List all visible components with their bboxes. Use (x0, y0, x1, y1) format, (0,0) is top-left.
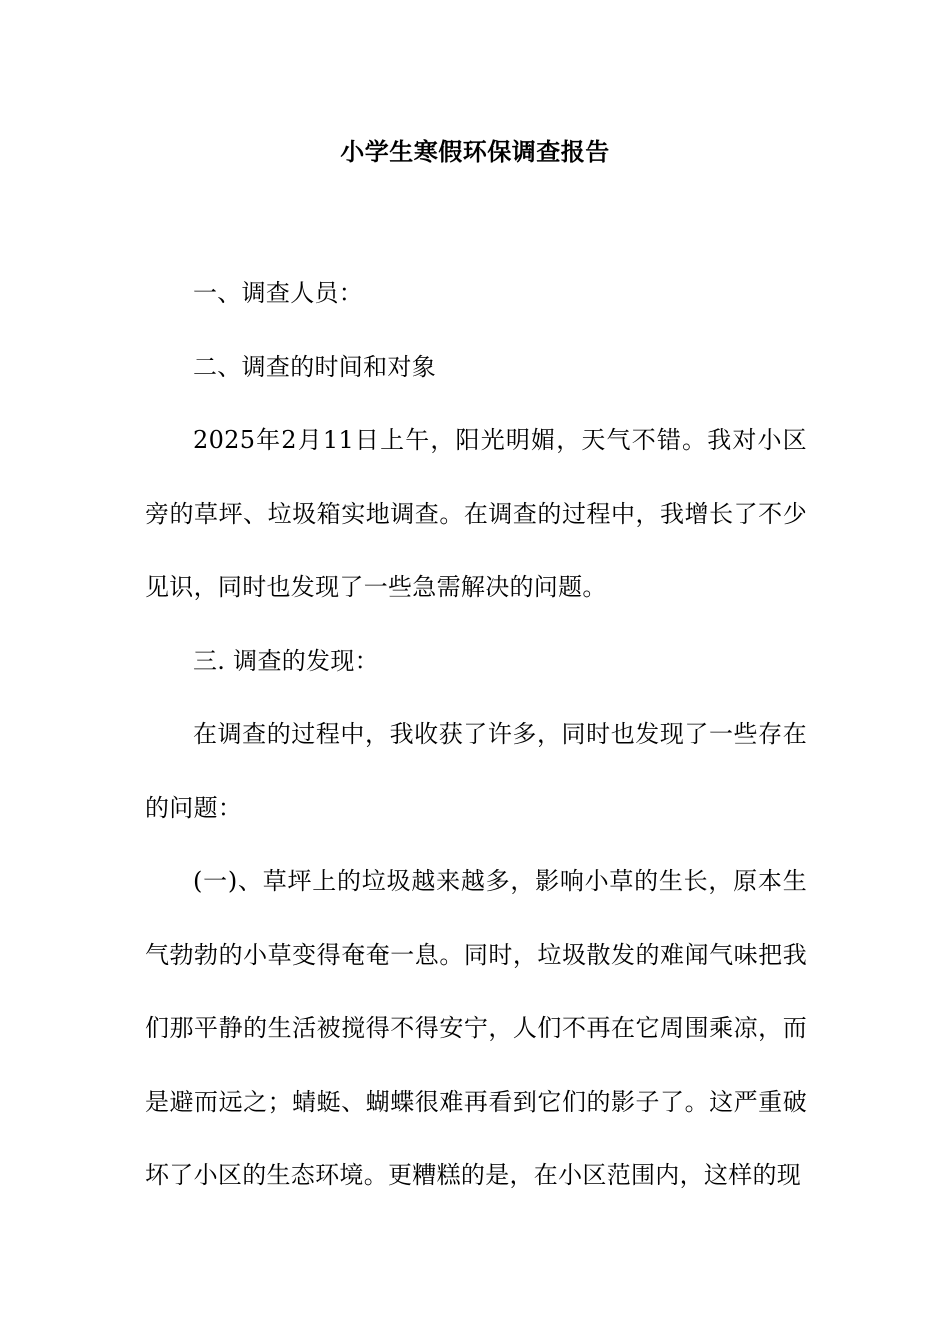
section-heading-time-and-subject: 二、调查的时间和对象 (193, 352, 436, 381)
document-title: 小学生寒假环保调查报告 (340, 138, 610, 166)
paragraph-findings-intro: 在调查的过程中，我收获了许多，同时也发现了一些存在的问题： (145, 720, 807, 822)
section-heading-investigators: 一、调查人员： (193, 279, 364, 307)
document-body (145, 257, 807, 1213)
paragraph-time-description: 2025年2月11日上午，阳光明媚，天气不错。我对小区旁的草坪、垃圾箱实地调查。在调查的过程中，我增长了不少见识，同时也发现了一些急需解决的问题。 (145, 426, 807, 601)
paragraph-finding-one: (一)、草坪上的垃圾越来越多，影响小草的生长，原本生气勃勃的小草变得奄奄一息。同时，垃圾散发的难闻气味把我们那平静的生活被搅得不得安宁，人们不再在它周围乘凉，而是避而远之；蜻蜓、蝴蝶很难再看到它们的影子了。这严重破坏了小区的生态环境。更糟糕的是，在小区范围内，这样的现 (145, 867, 807, 1189)
section-heading-findings: 三. 调查的发现： (193, 646, 379, 675)
